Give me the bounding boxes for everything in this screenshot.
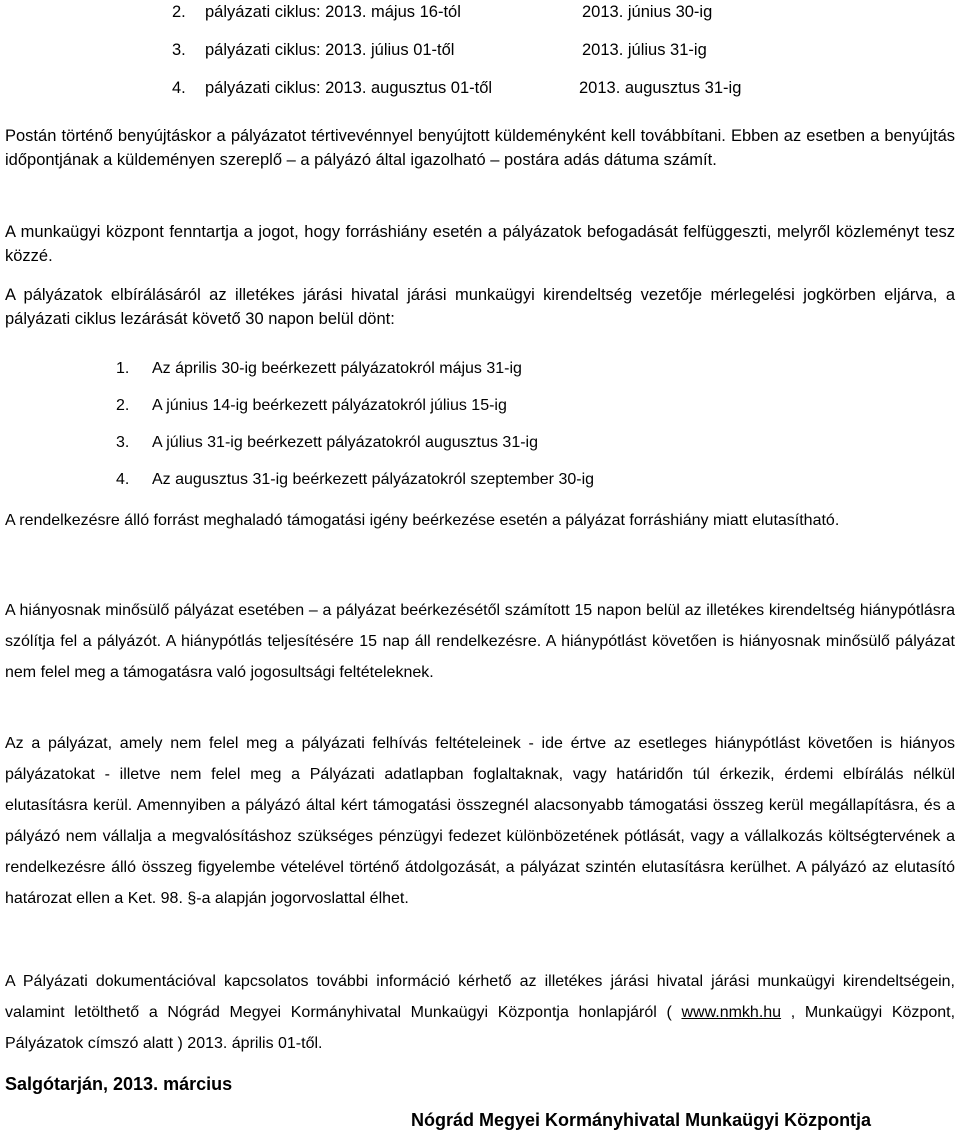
cycle-label: pályázati ciklus: 2013. május 16-tól bbox=[205, 3, 461, 21]
deficient-application-paragraph: A hiányosnak minősülő pályázat esetében – a pályázat beérkezésétől számított 15 napon belül az illetékes kirendeltség hiánypótlásra szólítja fel a pályázót. A hiánypótlás teljesítésére 15 nap áll rendelkezésre. A hiánypótlást követően is hiányosnak minősülő pályázat nem felel meg a támogatásra való jogosultsági feltételeknek. bbox=[5, 602, 955, 681]
decision-paragraph: A pályázatok elbírálásáról az illetékes járási hivatal járási munkaügyi kirendeltség vezetője mérlegelési jogkörben eljárva, a pályázati ciklus lezárását követő 30 napon belül dönt: bbox=[5, 286, 955, 328]
cycle-number: 3. bbox=[172, 41, 186, 59]
cycle-label: pályázati ciklus: 2013. augusztus 01-től bbox=[205, 79, 493, 97]
funding-reservation-paragraph: A munkaügyi központ fenntartja a jogot, hogy forráshiány esetén a pályázatok befogadását felfüggeszti, melyről közleményt tesz közzé. bbox=[5, 223, 955, 265]
signature-place-date: Salgótarján, 2013. március bbox=[5, 1074, 233, 1094]
decision-label: A július 31-ig beérkezett pályázatokról augusztus 31-ig bbox=[152, 434, 538, 451]
decision-number: 2. bbox=[116, 397, 130, 414]
cycle-label: pályázati ciklus: 2013. július 01-től bbox=[205, 41, 455, 59]
decision-label: Az augusztus 31-ig beérkezett pályázatokról szeptember 30-ig bbox=[152, 471, 595, 488]
decision-label: Az április 30-ig beérkezett pályázatokról május 31-ig bbox=[152, 360, 522, 377]
cycle-number: 2. bbox=[172, 3, 186, 21]
funding-exceeded-paragraph: A rendelkezésre álló forrást meghaladó támogatási igény beérkezése esetén a pályázat forráshiány miatt elutasítható. bbox=[5, 512, 840, 529]
cycle-end: 2013. augusztus 31-ig bbox=[579, 79, 742, 97]
rejection-paragraph: Az a pályázat, amely nem felel meg a pályázati felhívás feltételeinek - ide értve az esetleges hiánypótlást követően is hiányos pályázatokat - illetve nem felel meg a Pályázati adatlapban foglaltaknak, vagy határidőn túl érkezik, érdemi elbírálás nélkül elutasításra kerül. Amennyiben a pályázó által kért támogatási összegnél alacsonyabb támogatási összeg kerül megállapításra, és a pályázó nem vállalja a megvalósításhoz szükséges pénzügyi fedezet különbözetének pótlását, vagy a vállalkozás költségtervének a rendelkezésre álló összeg figyelembe vételével történő átdolgozását, a pályázat szintén elutasításra kerülhet. A pályázó az elutasító határozat ellen a Ket. 98. §-a alapján jogorvoslattal élhet. bbox=[5, 735, 955, 907]
info-text-before: A Pályázati dokumentációval kapcsolatos további információ kérhető az illetékes járási hivatal járási munkaügyi kirendeltségein, valamint letölthető a Nógrád Megyei Kormányhivatal Munkaügyi Központja honlapjáról ( bbox=[5, 973, 955, 1021]
decision-number: 4. bbox=[116, 471, 130, 488]
info-paragraph bbox=[5, 966, 955, 1059]
website-link[interactable]: www.nmkh.hu bbox=[681, 1004, 782, 1021]
postal-submission-paragraph: Postán történő benyújtáskor a pályázatot tértivevénnyel benyújtott küldeményként kell továbbítani. Ebben az esetben a benyújtás időpontjának a küldeményen szereplő – a pályázó által igazolható – postára adás dátuma számít. bbox=[5, 127, 955, 169]
cycle-end: 2013. június 30-ig bbox=[582, 3, 713, 21]
decision-label: A június 14-ig beérkezett pályázatokról július 15-ig bbox=[152, 397, 507, 414]
cycle-end: 2013. július 31-ig bbox=[582, 41, 707, 59]
decision-number: 1. bbox=[116, 360, 130, 377]
cycle-number: 4. bbox=[172, 79, 186, 97]
info-text-after: , Munkaügyi Központ, Pályázatok címszó alatt ) 2013. április 01-től. bbox=[5, 1004, 956, 1052]
signature-organization: Nógrád Megyei Kormányhivatal Munkaügyi Központja bbox=[411, 1110, 872, 1130]
decision-number: 3. bbox=[116, 434, 130, 451]
